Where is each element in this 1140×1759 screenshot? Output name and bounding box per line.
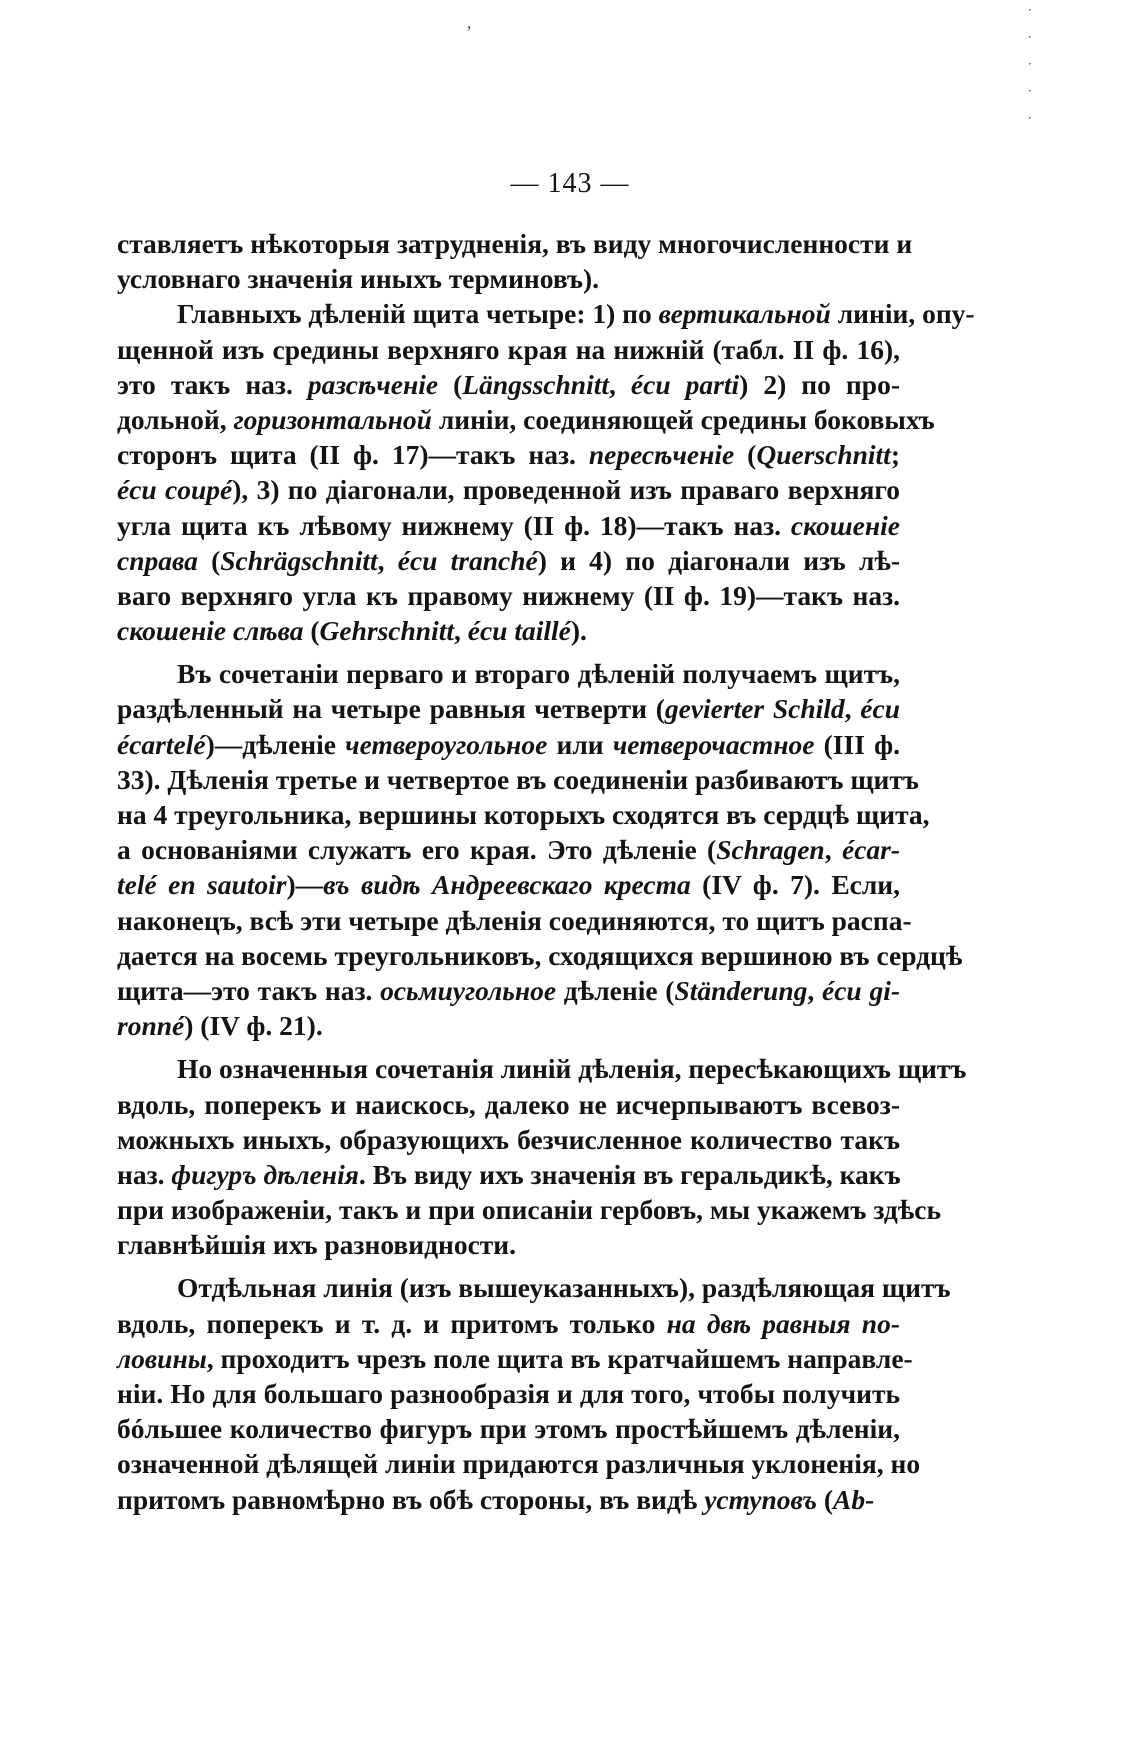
text-line xyxy=(117,691,900,726)
text-line xyxy=(117,1157,900,1192)
text-run: дѣленіе ( xyxy=(556,974,675,1006)
text-run: Отдѣльная линія (изъ вышеуказанныхъ), раздѣляющая щитъ xyxy=(177,1272,951,1304)
text-run: щенной изъ средины верхняго края на нижній (табл. II ф. 16), xyxy=(117,333,900,365)
text-line xyxy=(117,437,900,472)
text-run: , xyxy=(844,693,861,725)
text-run: Главныхъ дѣленій щита четыре: 1) по xyxy=(177,298,659,330)
text-line xyxy=(117,367,900,402)
text-line xyxy=(117,973,900,1008)
text-run: сторонъ щита (II ф. 17)—такъ наз. xyxy=(117,439,589,471)
text-run: ; xyxy=(890,439,900,471)
italic-term: Schrägschnitt xyxy=(220,544,378,576)
text-run: ) (IV ф. 21). xyxy=(184,1010,323,1042)
italic-term: écu xyxy=(860,693,900,725)
text-line xyxy=(117,727,900,762)
text-line xyxy=(117,1341,913,1376)
italic-term: пересѣченіе xyxy=(588,439,735,471)
text-run: (III ф. xyxy=(814,728,901,760)
text-run: )—дѣленіе xyxy=(205,728,346,760)
italic-term: въ видѣ Андреевскаго креста xyxy=(323,869,691,901)
text-run: , xyxy=(807,974,823,1006)
italic-term: справа xyxy=(117,544,198,576)
text-run: , проходитъ чрезъ поле щита въ кратчайшемъ направле- xyxy=(206,1342,913,1374)
text-run: вдоль, поперекъ и наискось, далеко не исчерпываютъ всевоз- xyxy=(117,1088,900,1120)
text-run: наконецъ, всѣ эти четыре дѣленія соединяются, то щитъ распа- xyxy=(117,904,912,936)
text-run: 33). Дѣленія третье и четвертое въ соединеніи разбиваютъ щитъ xyxy=(117,763,919,795)
italic-term: écar- xyxy=(841,834,901,866)
text-run: ) 2) по про- xyxy=(739,368,900,400)
text-run: ( xyxy=(303,615,320,647)
page-number: — 143 — xyxy=(510,168,630,199)
text-line xyxy=(117,1008,900,1043)
text-run: , xyxy=(824,834,842,866)
italic-term: Querschnitt xyxy=(756,439,891,471)
text-line xyxy=(117,226,913,261)
text-run: ваго верхняго угла къ правому нижнему (II ф. 19)—такъ наз. xyxy=(117,579,900,611)
italic-term: четверочастное xyxy=(612,728,815,760)
text-run: на 4 треугольника, вершины которыхъ сходятся въ сердцѣ щита, xyxy=(117,799,930,830)
text-line xyxy=(117,832,900,867)
body-text xyxy=(117,226,975,1517)
text-run: раздѣленный на четыре равныя четверти ( xyxy=(117,693,665,725)
italic-term: горизонтальной xyxy=(233,403,432,435)
text-line xyxy=(117,1192,942,1227)
text-run: )— xyxy=(286,869,324,901)
text-line xyxy=(117,903,912,938)
italic-term: фигуръ дѣленія xyxy=(171,1158,359,1190)
italic-term: écu tranché xyxy=(397,544,538,576)
text-line xyxy=(117,1051,967,1086)
text-line xyxy=(117,472,900,507)
text-line xyxy=(117,1087,900,1122)
text-line xyxy=(117,1227,900,1262)
italic-term: Gehrschnitt xyxy=(319,615,454,647)
text-run: наз. xyxy=(117,1158,172,1190)
text-run: , xyxy=(609,368,631,400)
text-line xyxy=(117,762,919,797)
text-line xyxy=(117,1306,900,1341)
text-line xyxy=(117,1482,900,1517)
text-run: ставляетъ нѣкоторыя затрудненія, въ виду многочисленности и xyxy=(117,228,913,259)
italic-term: écu coupé xyxy=(117,474,233,506)
text-run: (IV ф. 7). Если, xyxy=(690,869,901,901)
italic-term: на двѣ равныя по- xyxy=(666,1307,901,1339)
italic-term: Ständerung xyxy=(674,974,808,1006)
text-run: а основаніями служатъ его края. Это дѣленіе ( xyxy=(117,834,717,866)
italic-term: ловины xyxy=(117,1342,207,1374)
text-run: условнаго значенія иныхъ терминовъ). xyxy=(117,263,600,295)
text-run: это такъ наз. xyxy=(117,368,308,400)
text-run: ( xyxy=(438,368,463,400)
italic-term: вертикальной xyxy=(658,298,831,330)
italic-term: telé en sautoir xyxy=(117,869,287,901)
text-line xyxy=(117,1122,900,1157)
italic-term: Schragen xyxy=(716,834,825,866)
italic-term: ronné xyxy=(117,1010,185,1042)
text-line xyxy=(117,261,900,296)
text-run: ) и 4) по діагонали изъ лѣ- xyxy=(537,544,900,576)
text-run: дается на восемь треугольниковъ, сходящихся вершиною въ сердцѣ xyxy=(117,939,963,971)
italic-term: осьмиугольное xyxy=(380,974,557,1006)
text-line xyxy=(117,1446,921,1481)
text-line xyxy=(117,797,930,832)
text-run: Но означенныя сочетанія линій дѣленія, пересѣкающихъ щитъ xyxy=(177,1053,967,1085)
text-run: дольной, xyxy=(117,403,234,435)
text-run: линіи, соединяющей средины боковыхъ xyxy=(431,403,935,435)
text-run: главнѣйшія ихъ разновидности. xyxy=(117,1229,517,1261)
text-run: или xyxy=(547,728,613,760)
text-run: ( xyxy=(816,1483,834,1515)
text-line xyxy=(117,867,900,902)
text-run: линіи, опу- xyxy=(830,298,975,330)
italic-term: écu parti xyxy=(630,368,740,400)
text-run: притомъ равномѣрно въ обѣ стороны, въ видѣ xyxy=(117,1483,705,1515)
text-run: можныхъ иныхъ, образующихъ безчисленное количество такъ xyxy=(117,1123,900,1155)
text-line xyxy=(117,296,975,331)
text-run: Въ сочетаніи перваго и втораго дѣленій получаемъ щитъ, xyxy=(177,658,900,690)
text-run: , xyxy=(454,615,468,647)
italic-term: разсѣченіе xyxy=(307,368,439,400)
text-run: ). xyxy=(570,615,587,647)
italic-term: écu taillé xyxy=(467,615,571,647)
italic-term: gevierter Schild xyxy=(664,693,845,725)
text-run: ), 3) по діагонали, проведенной изъ праваго верхняго xyxy=(232,474,900,506)
text-run: бóльшее количество фигуръ при этомъ простѣйшемъ дѣленіи, xyxy=(117,1413,900,1445)
italic-term: четвероугольное xyxy=(345,728,548,760)
text-line xyxy=(117,332,900,367)
text-line xyxy=(117,613,900,648)
italic-term: Längsschnitt xyxy=(462,368,609,400)
text-run: угла щита къ лѣвому нижнему (II ф. 18)—такъ наз. xyxy=(117,509,791,541)
italic-term: скошеніе слѣва xyxy=(117,615,304,647)
margin-dots: . . . . . xyxy=(1025,8,1040,130)
text-line xyxy=(117,402,935,437)
text-run: . Въ виду ихъ значенія въ геральдикѣ, какъ xyxy=(358,1158,901,1190)
text-line xyxy=(117,1411,900,1446)
italic-term: скошеніе xyxy=(790,509,900,541)
text-line xyxy=(117,656,900,691)
text-line xyxy=(117,938,963,973)
italic-term: уступовъ xyxy=(704,1483,817,1515)
text-run: , xyxy=(377,544,398,576)
italic-term: Ab- xyxy=(833,1483,875,1515)
text-run: ( xyxy=(197,544,221,576)
italic-term: écartelé xyxy=(117,728,206,760)
text-run: ніи. Но для большаго разнообразія и для того, чтобы получить xyxy=(117,1378,900,1409)
text-line xyxy=(117,578,900,613)
text-run: щита—это такъ наз. xyxy=(117,974,381,1006)
text-run: ( xyxy=(734,439,757,471)
text-run: вдоль, поперекъ и т. д. и притомъ только xyxy=(117,1307,667,1339)
text-line xyxy=(117,1270,951,1305)
text-line xyxy=(117,543,900,578)
text-line xyxy=(117,508,900,543)
text-run: при изображеніи, такъ и при описаніи гербовъ, мы укажемъ здѣсь xyxy=(117,1194,942,1226)
margin-mark: ʼ xyxy=(466,22,472,42)
text-run: означенной дѣлящей линіи придаются различныя уклоненія, но xyxy=(117,1448,921,1480)
italic-term: écu gi- xyxy=(822,974,900,1006)
text-line xyxy=(117,1376,900,1411)
